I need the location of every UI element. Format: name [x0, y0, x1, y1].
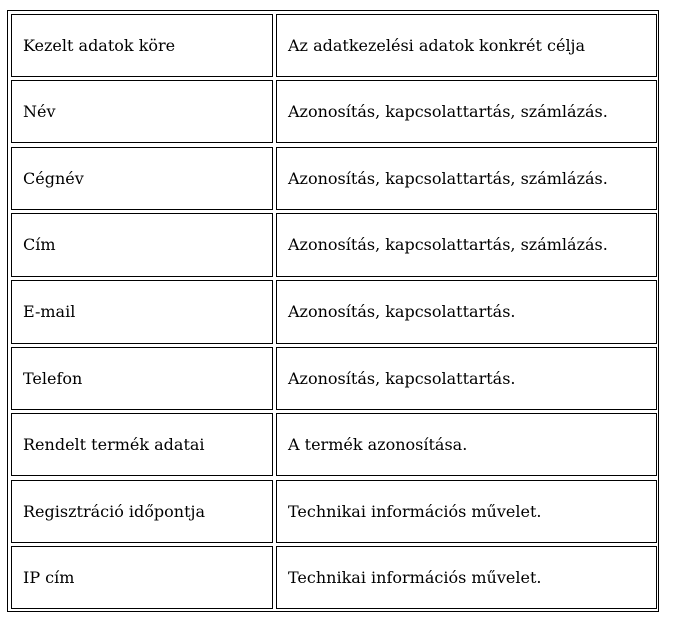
table-cell-purpose: Azonosítás, kapcsolattartás, számlázás. [276, 147, 657, 210]
table-cell-purpose: Technikai információs művelet. [276, 480, 657, 543]
table-header-purpose: Az adatkezelési adatok konkrét célja [276, 14, 657, 77]
table-cell-purpose: A termék azonosítása. [276, 413, 657, 476]
table-cell-category: Cím [11, 213, 273, 277]
table-cell-category: Rendelt termék adatai [11, 413, 273, 476]
table-cell-category: Név [11, 80, 273, 143]
table-cell-purpose: Azonosítás, kapcsolattartás, számlázás. [276, 80, 657, 143]
table-cell-category: Telefon [11, 347, 273, 410]
table-header-category: Kezelt adatok köre [11, 14, 273, 77]
table-cell-purpose: Azonosítás, kapcsolattartás. [276, 347, 657, 410]
table-cell-purpose: Azonosítás, kapcsolattartás, számlázás. [276, 213, 657, 277]
table-cell-category: E-mail [11, 280, 273, 344]
table-cell-purpose: Azonosítás, kapcsolattartás. [276, 280, 657, 344]
table-cell-purpose: Technikai információs művelet. [276, 546, 657, 609]
table-cell-category: Regisztráció időpontja [11, 480, 273, 543]
table-cell-category: IP cím [11, 546, 273, 609]
table-cell-category: Cégnév [11, 147, 273, 210]
